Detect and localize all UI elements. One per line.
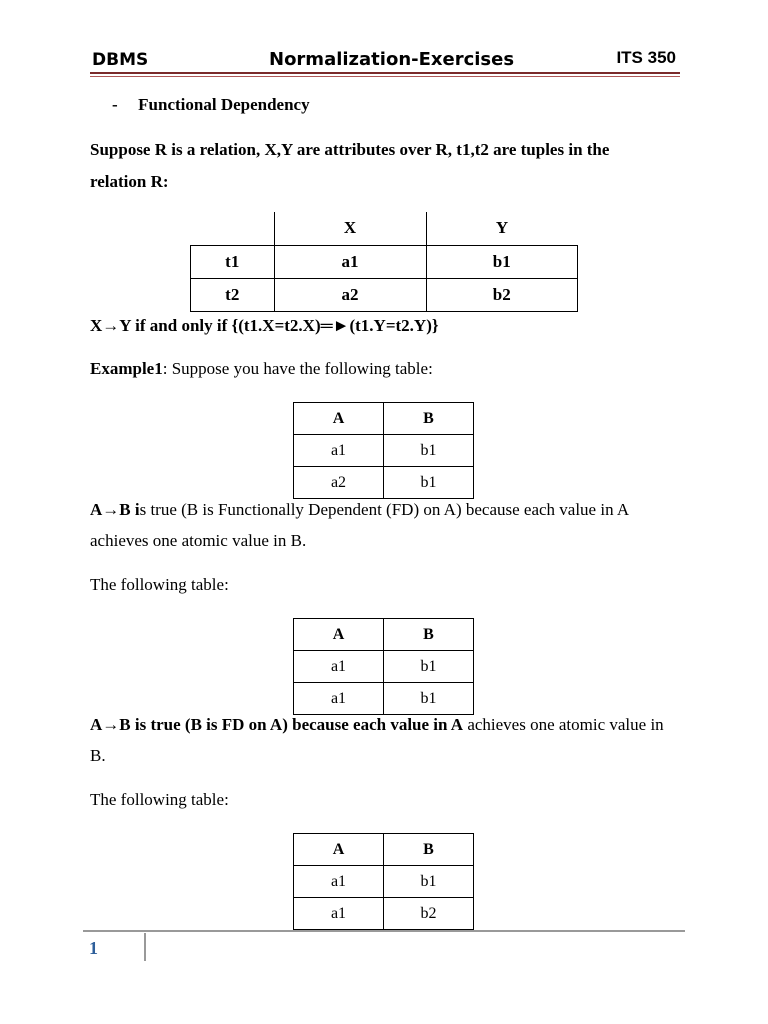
following-table-label-1: The following table: [90,575,229,594]
example-table-1 [293,402,474,499]
column-header: A [294,403,384,435]
relation-corner [191,212,275,245]
page-number: 1 [89,938,98,958]
table-header-row [294,834,474,866]
example1-line [90,359,433,379]
table-cell: a1 [294,651,384,683]
para1-bold: A→B i [90,500,140,519]
para1-line-2: achieves one atomic value in B. [90,531,307,550]
table-row [294,866,474,898]
table-cell: b1 [384,866,474,898]
section-title: Functional Dependency [138,95,310,114]
relation-header-row [191,212,578,245]
table-row [294,651,474,683]
table-cell: a1 [294,898,384,930]
table-cell: b1 [384,435,474,467]
header-title: Normalization-Exercises [269,49,515,70]
example1-label: Example1 [90,359,163,378]
relation-row [191,245,578,278]
para1-line-1 [90,500,629,520]
para2-line-1 [90,715,664,735]
relation-cell: t2 [191,278,275,311]
example-table-2 [293,618,474,715]
relation-table [190,212,578,312]
column-header: B [384,834,474,866]
footer-divider [144,933,146,961]
table-cell: b2 [384,898,474,930]
relation-cell: b1 [426,245,578,278]
para1-text: s true (B is Functionally Dependent (FD) on A) because each value in A [139,500,630,519]
para2-text: achieves one atomic value in [463,715,664,734]
example-table-3 [293,833,474,930]
para2-line-2: B. [90,746,106,765]
relation-col-y: Y [426,212,578,245]
table-cell: b1 [384,651,474,683]
table-header-row [294,403,474,435]
table-cell: b1 [384,467,474,499]
fd-definition: X→Y if and only if {(t1.X=t2.X)═►(t1.Y=t2.Y)} [90,316,439,335]
table-row [294,467,474,499]
intro-line-2: relation R: [90,172,169,191]
footer-rule [83,930,685,932]
table-cell: a1 [294,435,384,467]
relation-cell: b2 [426,278,578,311]
table-row [294,683,474,715]
relation-cell: a2 [274,278,426,311]
relation-cell: a1 [274,245,426,278]
section-heading [112,95,310,115]
page-header [90,42,680,82]
table-cell: a1 [294,683,384,715]
table-row [294,898,474,930]
column-header: A [294,619,384,651]
relation-cell: t1 [191,245,275,278]
table-cell: a1 [294,866,384,898]
header-rule [90,72,680,74]
relation-row [191,278,578,311]
column-header: B [384,403,474,435]
example1-text: : Suppose you have the following table: [162,359,433,378]
table-row [294,435,474,467]
table-cell: a2 [294,467,384,499]
header-rule-thin [90,76,680,77]
column-header: B [384,619,474,651]
relation-col-x: X [274,212,426,245]
table-header-row [294,619,474,651]
intro-line-1: Suppose R is a relation, X,Y are attributes over R, t1,t2 are tuples in the [90,140,610,159]
section-bullet: - [112,95,118,114]
header-course: DBMS [92,50,149,70]
table-cell: b1 [384,683,474,715]
para2-bold: A→B is true (B is FD on A) because each value in A [90,715,464,734]
column-header: A [294,834,384,866]
header-code: ITS 350 [616,48,676,67]
following-table-label-2: The following table: [90,790,229,809]
